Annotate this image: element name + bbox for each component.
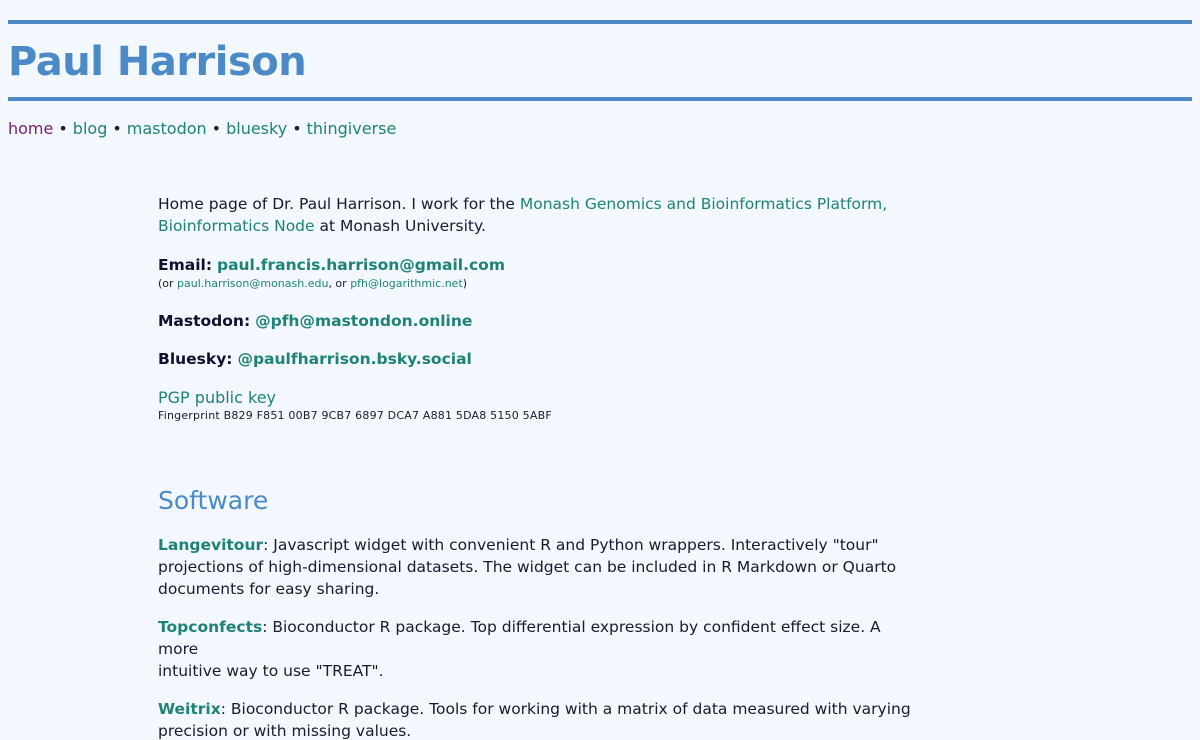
nav-separator: • [112, 119, 122, 138]
site-title: Paul Harrison [8, 39, 307, 85]
intro-paragraph [158, 193, 918, 237]
alt-email-logarithmic-link[interactable]: pfh@logarithmic.net [350, 277, 463, 290]
mastodon-link[interactable]: @pfh@mastondon.online [255, 312, 473, 330]
bluesky-row [158, 348, 918, 370]
software-item-topconfects [158, 616, 918, 682]
header-bottom-rule [8, 97, 1192, 101]
topconfects-link[interactable]: Topconfects [158, 618, 263, 636]
nav-separator: • [292, 119, 302, 138]
alt-email-separator: , or [328, 277, 351, 290]
alt-email-monash-link[interactable]: paul.harrison@monash.edu [177, 277, 329, 290]
nav-link-mastodon[interactable]: mastodon [126, 119, 207, 138]
topconfects-desc: : Bioconductor R package. Top differential expression by confident effect size. A more [158, 618, 881, 658]
langevitour-link[interactable]: Langevitour [158, 536, 264, 554]
alt-email-suffix: ) [462, 277, 468, 290]
nav-link-bluesky[interactable]: bluesky [226, 119, 288, 138]
intro-text-before: Home page of Dr. Paul Harrison. I work for the [158, 195, 520, 213]
weitrix-desc: : Bioconductor R package. Tools for working with a matrix of data measured with varying [220, 700, 911, 718]
pgp-fingerprint: Fingerprint B829 F851 00B7 9CB7 6897 DCA7 A881 5DA8 5150 5ABF [158, 409, 552, 422]
main-content [158, 193, 918, 740]
email-row [158, 254, 918, 276]
pgp-row [158, 387, 918, 409]
intro-text-after: at Monash University. [314, 217, 486, 235]
mastodon-row [158, 310, 918, 332]
email-link[interactable]: paul.francis.harrison@gmail.com [216, 256, 505, 274]
software-heading: Software [158, 486, 269, 515]
mastodon-label: Mastodon: [158, 312, 251, 330]
top-nav [8, 118, 396, 140]
langevitour-desc: : Javascript widget with convenient R and Python wrappers. Interactively "tour" [263, 536, 879, 554]
langevitour-desc: documents for easy sharing. [158, 580, 380, 598]
platform-link-continued[interactable]: Bioinformatics Node [158, 217, 315, 235]
bluesky-label: Bluesky: [158, 350, 233, 368]
nav-link-thingiverse[interactable]: thingiverse [306, 119, 397, 138]
pgp-key-link[interactable]: PGP public key [158, 388, 277, 407]
topconfects-desc: intuitive way to use "TREAT". [158, 662, 384, 680]
nav-separator: • [58, 119, 68, 138]
nav-link-home[interactable]: home [8, 119, 54, 138]
alt-email-row [158, 276, 918, 292]
weitrix-link[interactable]: Weitrix [158, 700, 221, 718]
nav-link-blog[interactable]: blog [72, 119, 108, 138]
email-label: Email: [158, 256, 213, 274]
weitrix-desc: precision or with missing values. [158, 722, 412, 740]
nav-separator: • [211, 119, 222, 138]
software-item-weitrix [158, 698, 918, 740]
alt-email-prefix: (or [158, 277, 178, 290]
bluesky-link[interactable]: @paulfharrison.bsky.social [237, 350, 472, 368]
platform-link[interactable]: Monash Genomics and Bioinformatics Platform, [519, 195, 888, 213]
header-top-rule [8, 20, 1192, 24]
langevitour-desc: projections of high-dimensional datasets. The widget can be included in R Markdown or Quarto [158, 558, 897, 576]
software-item-langevitour [158, 534, 918, 600]
